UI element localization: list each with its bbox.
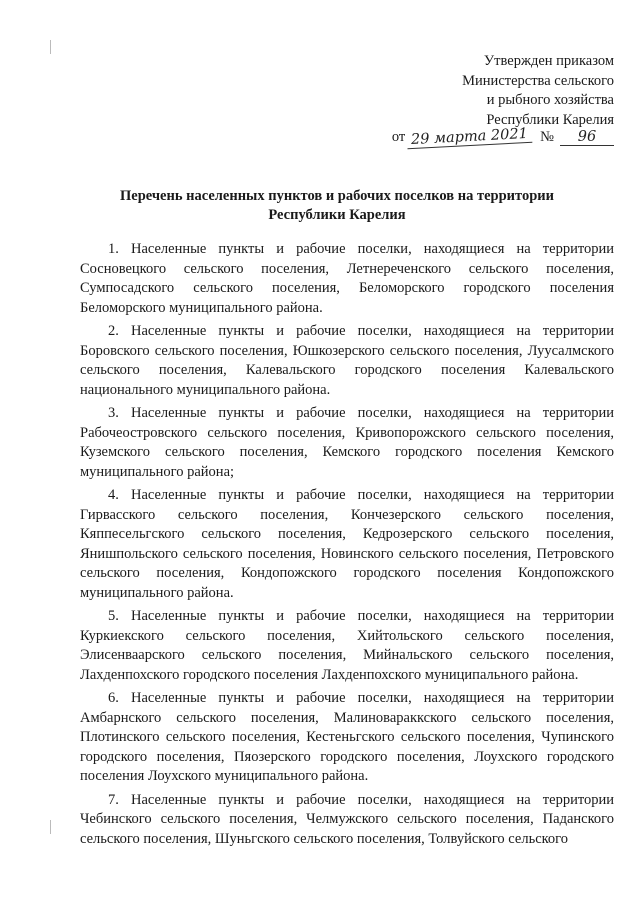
list-item: 5. Населенные пункты и рабочие поселки, находящиеся на территории Куркиекского сельского поселения, Хийтольского сельского поселения, Элисенваарского сельского поселения, Мийнальского сельского поселения, Лахденпохского городского поселения Лахденпохского муниципального района. — [80, 608, 614, 683]
document-title — [60, 187, 614, 225]
number-label: № — [540, 129, 554, 145]
approval-line: Республики Карелия — [486, 111, 614, 128]
handwritten-date: 29 марта 2021 — [407, 126, 533, 150]
list-item: 6. Населенные пункты и рабочие поселки, находящиеся на территории Амбарнского сельского поселения, Малиновараккского сельского поселения, Плотинского сельского поселения, Кестеньгского сельского поселения, Чупинского городского поселения, Пяозерского городского поселения, Лоухского городского поселения Лоухского муниципального района. — [80, 690, 614, 784]
approval-stamp — [462, 52, 614, 130]
list-item: 2. Населенные пункты и рабочие поселки, находящиеся на территории Боровского сельского поселения, Юшкозерского сельского поселения, Луусалмского сельского поселения, Калевальского городского поселения Калевальского национального муниципального района. — [80, 323, 614, 398]
approval-line: Утвержден приказом — [483, 53, 614, 69]
list-item: 4. Населенные пункты и рабочие поселки, находящиеся на территории Гирвасского сельского поселения, Кончезерского сельского поселения, Кяппесельгского сельского поселения, Кедрозерского сельского поселения, Янишпольского сельского поселения, Новинского сельского поселения, Петровского сельского поселения, Кондопожского городского поселения Кондопожского муниципального района. — [80, 487, 614, 601]
handwritten-number: 96 — [560, 129, 614, 146]
title-line: Республики Карелия — [268, 207, 406, 223]
title-line: Перечень населенных пунктов и рабочих поселков на территории — [120, 188, 554, 204]
list-item: 1. Населенные пункты и рабочие поселки, находящиеся на территории Сосновецкого сельского поселения, Летнереченского сельского поселения, Сумпосадского сельского поселения, Беломорского городского поселения Беломорского муниципального района. — [80, 241, 614, 316]
from-label: от — [391, 129, 406, 145]
approval-line: и рыбного хозяйства — [486, 92, 614, 108]
scan-margin-mark — [50, 820, 51, 834]
order-date-number — [391, 125, 614, 149]
list-item: 3. Населенные пункты и рабочие поселки, находящиеся на территории Рабочеостровского сельского поселения, Кривопорожского сельского поселения, Куземского сельского поселения, Кемского городского поселения Кемского муниципального района; — [80, 405, 614, 480]
approval-line: Министерства сельского — [462, 72, 614, 89]
document-body — [80, 240, 614, 853]
scan-margin-mark — [50, 40, 51, 54]
list-item: 7. Населенные пункты и рабочие поселки, находящиеся на территории Чебинского сельского поселения, Челмужского сельского поселения, Паданского сельского поселения, Шуньгского сельского поселения, Толвуйского сельского — [80, 791, 614, 847]
